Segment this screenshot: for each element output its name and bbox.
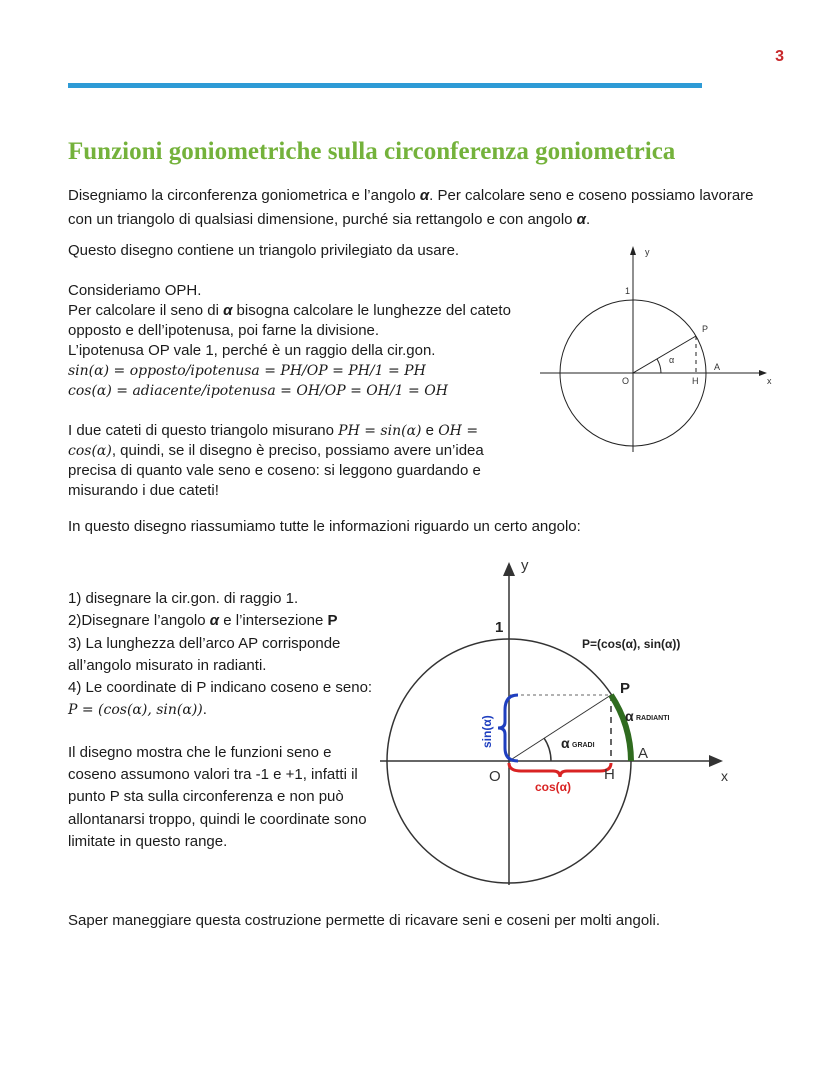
x-label: x: [767, 376, 772, 386]
block1-text: bisogna calcolare le lunghezze del cateto opposto e dell’ipotenusa, poi farne la divisione.: [68, 302, 511, 339]
p-coordinates-label: P=(cos(α), sin(α)): [582, 637, 681, 651]
o-label: O: [489, 768, 501, 785]
formula-sin: sin(α) = opposto/ipotenusa = PH/OP = PH/1 = PH: [68, 363, 426, 379]
alpha-symbol: α: [223, 302, 233, 319]
radius-op: [509, 695, 611, 761]
summary-item-1: 1) disegnare la cir.gon. di raggio 1.: [68, 590, 299, 607]
x-axis-arrow: [709, 755, 723, 767]
block1-line3: [68, 301, 518, 341]
radianti-label: RADIANTI: [636, 715, 670, 722]
summary-item-3: 3) La lunghezza dell’arco AP corrisponde all’angolo misurato in radianti.: [68, 634, 341, 674]
math-ph: PH = sin(α): [338, 423, 422, 439]
cos-brace: [509, 763, 611, 777]
p-label: P: [702, 324, 709, 334]
alpha-label: α: [669, 355, 675, 365]
summary-item-2: [68, 610, 378, 632]
o-label: O: [622, 376, 630, 386]
block1-text: Per calcolare il seno di: [68, 302, 224, 319]
radius-op: [633, 336, 696, 373]
section2-text: In questo disegno riassumiamo tutte le informazioni riguardo un certo angolo:: [68, 518, 581, 535]
intro-text-2: . Per calcolare seno e coseno possiamo lavorare con un triangolo di qualsiasi dimensione, purché sia rettangolo e con angolo: [68, 187, 754, 228]
block1-text: , quindi, se il disegno è preciso, possiamo avere un’idea precisa di quanto vale seno e coseno: si leggono guardando e misurando i due cateti!: [68, 442, 484, 499]
summary-text: .: [202, 701, 207, 719]
summary-circle-diagram: [375, 550, 775, 890]
block1-text: e: [421, 422, 439, 439]
gradi-label: GRADI: [572, 742, 595, 749]
y-label: y: [521, 557, 529, 574]
summary-block: [68, 588, 378, 853]
math-oh: OH = cos(α): [68, 423, 479, 459]
alpha-radianti-symbol: α: [625, 708, 634, 724]
h-label: H: [692, 376, 699, 386]
x-axis-arrow: [759, 370, 767, 376]
alpha-symbol: α: [209, 612, 220, 630]
arc-ap: [611, 695, 631, 761]
block1-line4: L’ipotenusa OP vale 1, perché è un raggio della cir.gon.: [68, 342, 436, 359]
sin-brace: [498, 695, 518, 761]
unit-circle-diagram: [535, 240, 785, 460]
p-bold: P: [327, 612, 338, 630]
y-axis-arrow: [630, 246, 636, 255]
alpha-gradi-symbol: α: [561, 735, 570, 751]
angle-arc: [657, 359, 661, 373]
p-label: P: [620, 680, 631, 697]
a-label: A: [714, 362, 721, 372]
block1-paragraph2: [68, 421, 518, 501]
block1-line1: Questo disegno contiene un triangolo privilegiato da usare.: [68, 242, 460, 259]
cos-label: cos(α): [535, 780, 572, 794]
a-label: A: [638, 745, 649, 762]
explanation-block: [68, 241, 518, 501]
summary-text: 4) Le coordinate di P indicano coseno e seno:: [68, 679, 373, 697]
y-axis-arrow: [503, 562, 515, 576]
summary-text: e l’intersezione: [219, 612, 328, 630]
angle-arc: [544, 738, 551, 761]
summary-paragraph: Il disegno mostra che le funzioni seno e coseno assumono valori tra -1 e +1, infatti il punto P sta sulla circonferenza e non può allontanarsi troppo, quindi le coordinate sono limitate in questo range.: [68, 743, 367, 850]
x-label: x: [721, 768, 728, 784]
one-label: 1: [495, 619, 504, 636]
formula-cos: cos(α) = adiacente/ipotenusa = OH/OP = OH/1 = OH: [68, 383, 448, 399]
sin-label: sin(α): [480, 715, 494, 748]
summary-text: 2)Disegnare l’angolo: [68, 612, 210, 630]
y-label: y: [645, 247, 650, 257]
summary-item-4: [68, 677, 378, 722]
block1-text: I due cateti di questo triangolo misurano: [68, 422, 339, 439]
one-label: 1: [625, 286, 631, 296]
block1-line2: Consideriamo OPH.: [68, 282, 202, 299]
page-title: Funzioni goniometriche sulla circonferenza goniometrica: [68, 138, 676, 165]
alpha-symbol: α: [419, 187, 430, 204]
intro-text-3: .: [585, 211, 591, 228]
header-rule: [68, 83, 702, 88]
intro-text-1: Disegniamo la circonferenza goniometrica e l’angolo: [68, 187, 420, 204]
page-number: 3: [775, 48, 784, 65]
intro-paragraph: [68, 184, 768, 232]
h-label: H: [604, 766, 615, 783]
math-p-coords: P = (cos(α), sin(α)): [68, 702, 203, 719]
footer-text: Saper maneggiare questa costruzione permette di ricavare seni e coseni per molti angoli.: [68, 912, 660, 929]
alpha-symbol: α: [576, 211, 586, 228]
